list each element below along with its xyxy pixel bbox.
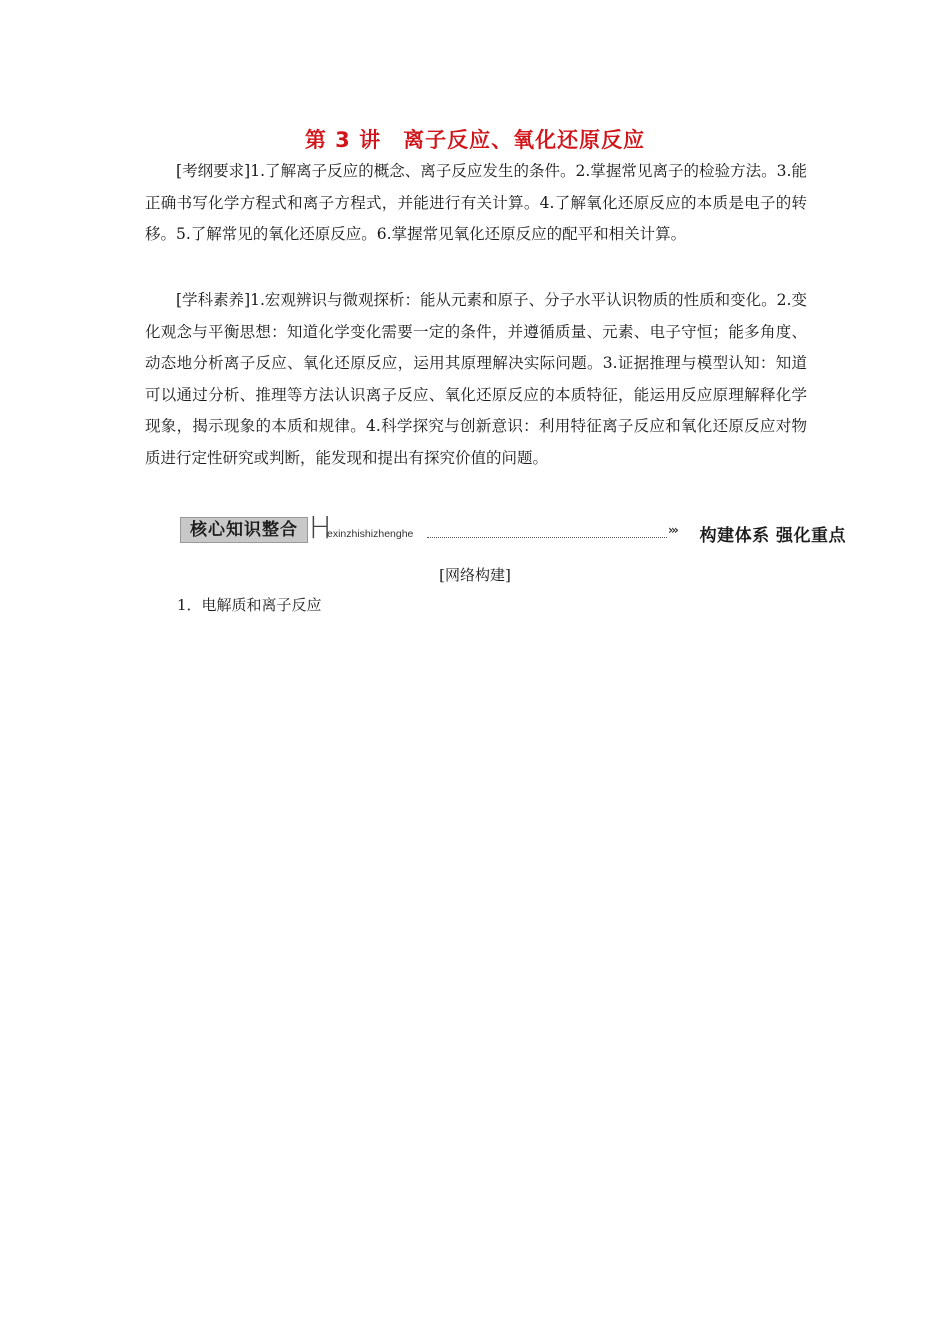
banner-dotted-line — [427, 537, 667, 538]
banner-arrows-icon: ››› — [668, 523, 677, 537]
exam-requirements-tag: [考纲要求] — [176, 162, 251, 180]
subject-literacy-tag: [学科素养] — [176, 291, 251, 309]
exam-requirements-paragraph — [145, 156, 807, 251]
subject-literacy-paragraph — [145, 285, 807, 474]
banner-cap-letter: H — [309, 511, 332, 546]
list-item: 1．电解质和离子反应 — [177, 596, 322, 614]
banner-box-label: 核心知识整合 — [180, 517, 308, 543]
section-banner — [180, 511, 846, 548]
exam-requirements-text: 1.了解离子反应的概念、离子反应发生的条件。2.掌握常见离子的检验方法。3.能正确书写化学方程式和离子方程式，并能进行有关计算。4.了解氧化还原反应的本质是电子的转移。5.了解常见的氧化还原反应。6.掌握常见氧化还原反应的配平和相关计算。 — [145, 162, 807, 243]
lesson-title: 第 3 讲 离子反应、氧化还原反应 — [304, 128, 646, 152]
banner-slogan: 构建体系 强化重点 — [699, 526, 846, 546]
subject-literacy-text: 1.宏观辨识与微观探析：能从元素和原子、分子水平认识物质的性质和变化。2.变化观念与平衡思想：知道化学变化需要一定的条件，并遵循质量、元素、电子守恒；能多角度、动态地分析离子反应、氧化还原反应，运用其原理解决实际问题。3.证据推理与模型认知：知道可以通过分析、推理等方法认识离子反应、氧化还原反应的本质特征，能运用反应原理解释化学现象，揭示现象的本质和规律。4.科学探究与创新意识：利用特征离子反应和氧化还原反应对物质进行定性研究或判断，能发现和提出有探究价值的问题。 — [145, 291, 807, 467]
network-construction-heading: [网络构建] — [439, 566, 511, 584]
banner-pinyin: exinzhishizhenghe — [327, 528, 414, 540]
